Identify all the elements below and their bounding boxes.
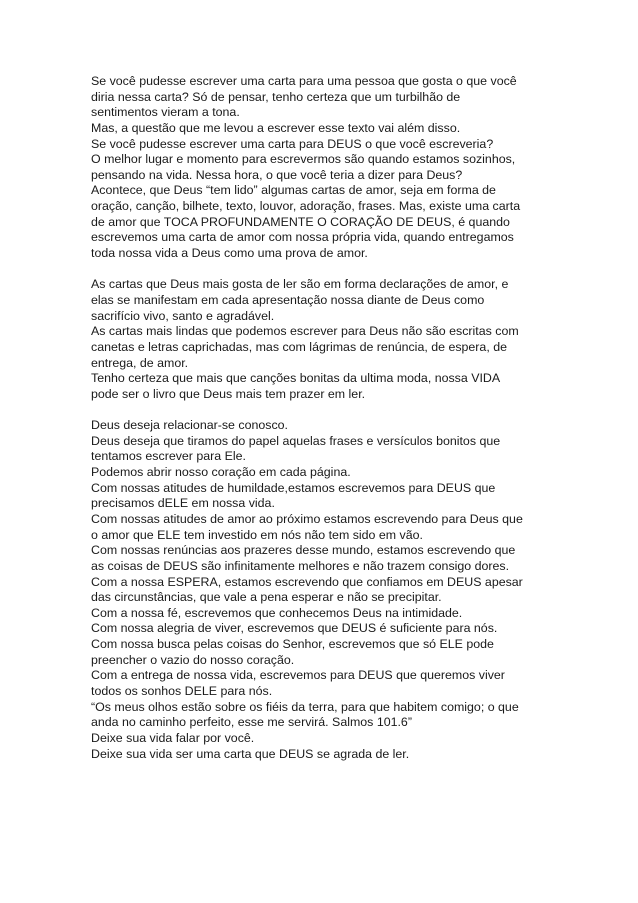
text-line: Com a nossa ESPERA, estamos escrevendo que confiamos em DEUS apesar: [91, 574, 523, 589]
text-line: Acontece, que Deus “tem lido” algumas cartas de amor, seja em forma de: [91, 183, 496, 198]
text-line: Deixe sua vida ser uma carta que DEUS se agrada de ler.: [91, 746, 410, 761]
text-line: as coisas de DEUS são infinitamente melhores e não trazem consigo dores.: [91, 558, 510, 573]
text-line: Deus deseja relacionar-se conosco.: [91, 418, 288, 433]
text-line: Com a entrega de nossa vida, escrevemos para DEUS que queremos viver: [91, 668, 505, 683]
text-line: anda no caminho perfeito, esse me servirá. Salmos 101.6”: [91, 715, 412, 730]
text-line: entrega, de amor.: [91, 355, 189, 370]
text-line: todos os sonhos DELE para nós.: [91, 683, 273, 698]
text-line: As cartas mais lindas que podemos escrever para Deus não são escritas com: [91, 324, 519, 339]
text-line: sacrifício vivo, santo e agradável.: [91, 308, 275, 323]
text-line: Podemos abrir nosso coração em cada página.: [91, 465, 351, 480]
text-line: Se você pudesse escrever uma carta para uma pessoa que gosta o que você: [91, 74, 517, 88]
text-line: de amor que TOCA PROFUNDAMENTE O CORAÇÃO DE DEUS, é quando: [91, 214, 510, 229]
text-line: Mas, a questão que me levou a escrever esse texto vai além disso.: [91, 120, 461, 135]
text-line: As cartas que Deus mais gosta de ler são em forma declarações de amor, e: [91, 277, 509, 292]
paragraph: [91, 74, 551, 262]
text-line: o amor que ELE tem investido em nós não tem sido em vão.: [91, 527, 423, 542]
text-line: “Os meus olhos estão sobre os fiéis da terra, para que habitem comigo; o que: [91, 699, 519, 714]
text-line: Com nossas atitudes de amor ao próximo estamos escrevendo para Deus que: [91, 511, 523, 526]
text-line: pode ser o livro que Deus mais tem prazer em ler.: [91, 386, 366, 401]
text-line: Com nossa busca pelas coisas do Senhor, escrevemos que só ELE pode: [91, 637, 494, 652]
text-line: Com nossas renúncias aos prazeres desse mundo, estamos escrevendo que: [91, 543, 516, 558]
text-line: sentimentos vieram a tona.: [91, 105, 240, 120]
text-line: escrevemos uma carta de amor com nossa própria vida, quando entregamos: [91, 230, 514, 245]
text-line: Com nossas atitudes de humildade,estamos escrevemos para DEUS que: [91, 480, 496, 495]
text-line: pensando na vida. Nessa hora, o que você teria a dizer para Deus?: [91, 167, 463, 182]
text-line: diria nessa carta? Só de pensar, tenho certeza que um turbilhão de: [91, 89, 461, 104]
text-line: Com a nossa fé, escrevemos que conhecemos Deus na intimidade.: [91, 605, 463, 620]
text-line: Tenho certeza que mais que canções bonitas da ultima moda, nossa VIDA: [91, 371, 501, 386]
text-line: toda nossa vida a Deus como uma prova de amor.: [91, 246, 368, 261]
text-line: tentamos escrever para Ele.: [91, 449, 246, 464]
text-line: Deixe sua vida falar por você.: [91, 730, 255, 745]
paragraph: [91, 277, 551, 402]
text-line: Deus deseja que tiramos do papel aquelas frases e versículos bonitos que: [91, 433, 501, 448]
text-line: Se você pudesse escrever uma carta para DEUS o que você escreveria?: [91, 136, 494, 151]
text-line: Com nossa alegria de viver, escrevemos que DEUS é suficiente para nós.: [91, 621, 498, 636]
paragraph-spacer: [91, 402, 551, 418]
text-line: elas se manifestam em cada apresentação nossa diante de Deus como: [91, 292, 485, 307]
text-line: preencher o vazio do nosso coração.: [91, 652, 295, 667]
text-line: precisamos dELE em nossa vida.: [91, 496, 275, 511]
document-body: [91, 74, 551, 762]
text-line: das circunstâncias, que vale a pena esperar e não se precipitar.: [91, 590, 442, 605]
paragraph: [91, 418, 551, 762]
text-line: O melhor lugar e momento para escrevermos são quando estamos sozinhos,: [91, 152, 516, 167]
paragraph-spacer: [91, 262, 551, 278]
text-line: oração, canção, bilhete, texto, louvor, adoração, frases. Mas, existe uma carta: [91, 199, 521, 214]
text-line: canetas e letras caprichadas, mas com lágrimas de renúncia, de espera, de: [91, 339, 507, 354]
